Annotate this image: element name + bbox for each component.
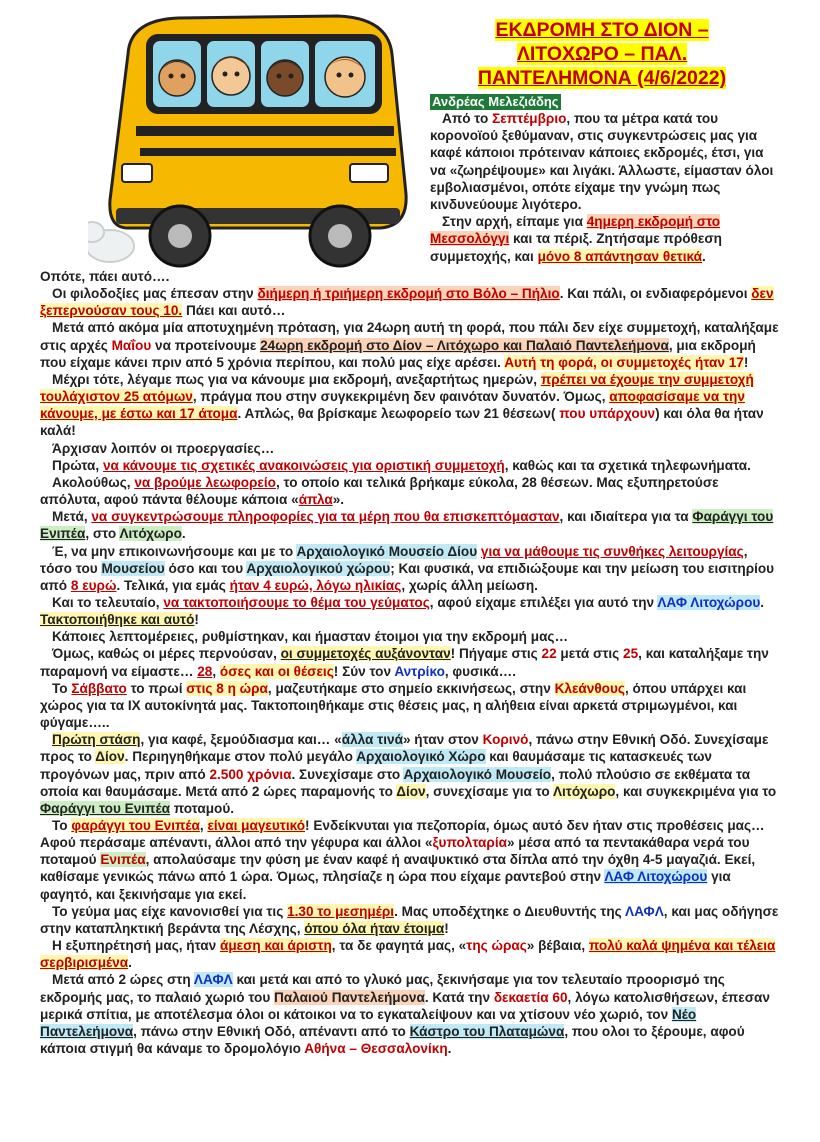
text-run: . Απλώς, θα βρίσκαμε λεωφορείο των 21 θέσεων( [237,406,560,422]
paragraph [40,937,780,971]
intro-text [430,110,774,265]
paragraph [40,508,780,542]
text-run: Μετά από 2 ώρες στη [52,972,194,988]
author-name: Ανδρέας Μελεζιάδης [432,94,559,109]
highlighted-text: Αυτή τη φορά, οι συμμετοχές ήταν 17 [504,354,744,370]
paragraph [40,628,780,645]
paragraph [430,110,774,213]
highlighted-text: που υπάρχουν [559,406,656,422]
text-run: . Κατά την [424,989,494,1005]
text-run: , στο [85,526,120,542]
highlighted-text: διήμερη ή τριήμερη εκδρομή στο Βόλο – Πήλιο [257,286,560,302]
text-run: Από το [442,111,493,126]
text-run: , τόσο του [40,543,748,576]
highlighted-text: ΛΑΦΛ [193,972,233,988]
paragraph [40,680,780,731]
paragraph [40,371,780,440]
text-run: ! [444,920,449,936]
text-run: μετά στις [556,646,624,662]
paragraph [430,213,774,265]
text-run: Το [52,680,72,696]
text-run: , πάνω στην Εθνική Οδό. Συνεχίσαμε προς το [40,732,769,765]
highlighted-text: να βρούμε λεωφορείο [134,474,276,490]
text-run: Πάει και αυτό… [182,303,286,319]
text-run: να προτείνουμε [151,337,261,353]
paragraph [40,971,780,1057]
paragraph [40,817,780,903]
highlighted-text: Λιτόχωρο [119,526,182,542]
highlighted-text: είναι μαγευτικό [207,818,306,833]
text-run: Κάποιες λεπτομέρειες, ρυθμίστηκαν, και ήμασταν έτοιμοι για την εκδρομή μας… [52,629,569,645]
highlighted-text: 8 ευρώ [70,577,117,593]
highlighted-text: δεκαετία 60 [493,989,568,1005]
highlighted-text: δεν ξεπερνούσαν τους 10. [40,286,774,319]
highlighted-text: Τακτοποιήθηκε και αυτό [40,612,195,628]
text-run: και τα πέριξ. Ζητήσαμε πρόθεση συμμετοχής, και [430,231,722,264]
paragraph [40,543,780,594]
school-bus-illustration [88,14,418,272]
highlighted-text: Πρώτη στάση [52,732,141,748]
highlighted-text: Κλεάνθους [554,680,625,696]
highlighted-text: Ενιπέα [100,852,146,868]
text-run: Στην αρχή, είπαμε για [442,214,587,230]
text-run: , απολαύσαμε την φύση με έναν καφέ ή αναψυκτικό στα δίπλα από την όχθη 4-5 μαγαζιά. Εκεί, καθίσαμε γενικώς πάνω από 1 ώρα. Όμως, πλησίαζε η ώρα που είχαμε ραντεβού στην [40,852,756,885]
highlighted-text: Αρχαιολογικού χώρου [246,560,391,576]
text-run: , πολύ πλούσιο σε εκθέματα τα οποία και θαυμάσαμε. Μετά από 2 ώρες παραμονής το [40,766,751,799]
text-run: Και το τελευταίο, [52,594,164,610]
text-run: » ήταν στον [402,732,483,748]
title-line: ΠΑΝΤΕΛΗΜΟΝΑ (4/6/2022) [477,67,727,89]
text-run: για φαγητό, και ξεκινήσαμε για εκεί. [40,869,731,902]
text-run: ». [332,492,345,508]
text-run: ! [743,354,749,370]
highlighted-text: Παλαιού Παντελεήμονα [274,989,425,1005]
text-run: , μια εκδρομή που είχαμε κάνει πριν από 5 χρόνια περίπου, και πολύ μας είχε αρέσει. [40,337,756,370]
text-run: , μαζευτήκαμε στο σημείο εκκινήσεως, στην [267,680,555,696]
text-run: , πάνω στην Εθνική Οδό, απέναντι από το [133,1023,410,1039]
text-run: . Περιηγηθήκαμε στον πολύ μεγάλο [124,749,357,765]
text-run: , το οποίο και τελικά βρήκαμε εύκολα, 28 θέσεων. Μας εξυπηρετούσε απόλυτα, αφού πάντα θέλουμε κάποια « [40,474,719,508]
text-run: Η εξυπηρέτησή μας, ήταν [52,938,220,954]
text-run: και μετά και από το γλυκό μας, ξεκινήσαμε για τον τελευταίο προορισμό της εκδρομής μας, το παλαιό χωριό του [40,972,725,1005]
text-run: , και συγκεκριμένα για το [615,783,777,799]
paragraph [40,285,780,319]
text-run: ! Σύν τον [333,663,395,679]
text-run: , αφού είχαμε επιλέξει για αυτό την [429,594,658,610]
paragraph [40,440,780,457]
text-run: . [760,594,765,610]
highlighted-text: φαράγγι του Ενιπέα [71,818,200,833]
text-run: . Συνεχίσαμε στο [291,766,404,782]
text-run: Ακολούθως, [52,474,135,490]
text-run: Οι φιλοδοξίες μας έπεσαν στην [52,286,258,302]
highlighted-text: άλλα τινά [341,732,403,748]
highlighted-text: 28 [197,663,213,679]
highlighted-text: για να μάθουμε τις συνθήκες λειτουργίας [480,543,744,559]
highlighted-text: πολύ καλά ψημένα και τέλεια σερβιρισμένα [40,938,776,971]
highlighted-text: ΛΑΦ Λιτοχώρου [657,594,761,610]
text-run: , και μας οδήγησε στην καταπληκτική βεράντα της Λέσχης, [40,903,779,936]
highlighted-text: Αθήνα – Θεσσαλονίκη [304,1041,448,1057]
highlighted-text: άμεση και άριστη [220,938,332,954]
text-run: , που τα μέτρα κατά του κορονοϊού ξεθύμαναν, στις συγκεντρώσεις μας για καφέ κάποιοι πρότειναν κάποιες εκδρομές, έτσι, για να «ζωηρέψουμε» και λιγάκι. Άλλωστε, είμασταν όλοι εμβολιασμένοι, οπότε είχαμε την γνώμη πως κινδυνεύουμε λιγότερο. [430,111,774,213]
highlighted-text: να κάνουμε τις σχετικές ανακοινώσεις για οριστική συμμετοχή [102,457,505,473]
text-run: . Και πάλι, οι ενδιαφερόμενοι [559,286,752,302]
highlighted-text: ήταν 4 ευρώ, λόγω ηλικίας [229,577,402,593]
text-run: όσο και του [164,560,247,576]
title-line: ΛΙΤΟΧΩΡΟ – ΠΑΛ. [516,43,688,65]
text-run: Μετά από ακόμα μία αποτυχημένη πρόταση, για 24ωρη αυτή τη φορά, που πάλι δεν είχε συμμετοχή, καταλήξαμε στις αρχές [40,320,779,353]
highlighted-text: να τακτοποιήσουμε το θέμα του γεύματος [163,594,430,610]
highlighted-text: Μαΐου [111,337,152,353]
highlighted-text: Αντρίκο [394,663,445,679]
title-line: ΕΚΔΡΟΜΗ ΣΤΟ ΔΙΟΝ – [495,19,709,41]
text-run: ! Ενδείκνυται για πεζοπορία, όμως αυτό δεν ήταν στις προθέσεις μας… Αφού περάσαμε απέναντι, άλλοι από την γέφυρα και άλλοι « [40,818,765,851]
paragraph [40,457,780,474]
text-run: . Μας υποδέχτηκε ο Διευθυντής της [394,903,626,919]
highlighted-text: πρέπει να έχουμε την συμμετοχή τουλάχιστον 25 ατόμων [40,371,754,405]
highlighted-text: ξυπολταρία [432,835,507,851]
text-run: , φυσικά…. [444,663,516,679]
highlighted-text: Φαράγγι του Ενιπέα [40,800,170,816]
text-run: , τα δε φαγητά μας, « [331,938,467,954]
highlighted-text: όσες και οι θέσεις [219,663,334,679]
text-run: , πράγμα που στην συγκεκριμένη δεν φαινόταν δυνατόν. Όμως, [192,389,610,405]
highlighted-text: Σάββατο [71,680,127,696]
text-run: ) και όλα θα ήταν καλά! [40,406,764,439]
highlighted-text: Δίον [95,749,125,765]
highlighted-text: Νέο Παντελεήμονα [40,1006,697,1039]
text-run: ; Και φυσικά, να επιδιώξουμε και την μείωση του εισιτηρίου από [40,560,775,593]
text-run: » βέβαια, [526,938,589,954]
article-body [40,268,780,1057]
highlighted-text: ΛΑΦΛ [625,903,664,919]
highlighted-text: Δίον [396,783,426,799]
highlighted-text: όπου όλα ήταν έτοιμα [304,920,445,936]
text-run: . [181,526,186,542]
text-run: , λόγω κατολισθήσεων, έπεσαν μερικά σπίτια, με αποτέλεσμα όλοι οι κάτοικοι να το εγκαταλείψουν και να χτίσουν νέο χωριό, τον [40,989,770,1022]
highlighted-text: Φαράγγι του Ενιπέα [40,509,774,542]
text-run: Έ, να μην επικοινωνήσουμε και με το [52,543,297,559]
text-run: . Τελικά, για εμάς [116,577,230,593]
paragraph [40,268,780,285]
text-run: , που ολοι το ξέρουμε, αφού κάποια στιγμή θα κάναμε το δρομολόγιο [40,1023,745,1057]
highlighted-text: Κάστρο του Πλαταμώνα [409,1023,565,1039]
text-run: Όμως, καθώς οι μέρες περνούσαν, [52,646,281,662]
text-run: , όπου υπάρχει και χώρος για τα ΙΧ αυτοκίνητά μας. Τακτοποιηθήκαμε στις θέσεις μας, η αλήθεια είναι αρκετά στριμωγμένοι, και φύγαμε….. [40,680,747,731]
paragraph [40,474,780,508]
text-run: , χωρίς άλλη μείωση. [401,577,538,593]
text-run: το πρωί [126,680,187,696]
paragraph [40,594,780,628]
text-run: , καθώς και τα σχετικά τηλεφωνήματα. [504,457,751,473]
text-run: ! [194,612,199,628]
highlighted-text: μόνο 8 απάντησαν θετικά [537,248,702,264]
paragraph [40,319,780,370]
text-run: Άρχισαν λοιπόν οι προεργασίες… [52,440,275,456]
highlighted-text: να συγκεντρώσουμε πληροφορίες για τα μέρη που θα επισκεπτόμασταν [91,509,560,525]
highlighted-text: Μουσείου [101,560,165,576]
text-run: Μετά, [52,509,92,525]
paragraph [40,903,780,937]
text-run: ! Πήγαμε στις [450,646,542,662]
highlighted-text: οι συμμετοχές αυξάνονταν [280,646,451,662]
text-run: , και καταλήξαμε την παραμονή να είμαστε… [40,646,769,679]
highlighted-text: 24ωρη εκδρομή στο Δίον – Λιτόχωρο και Παλαιό Παντελεήμονα [260,337,669,353]
highlighted-text: 25 [623,646,639,662]
highlighted-text: 2.500 χρόνια [209,766,292,782]
text-run: » μέσα από τα πεντακάθαρα νερά του ποταμού [40,835,750,868]
highlighted-text: Κορινό [482,732,529,748]
text-run: και θαυμάσαμε τις κατασκευές των προγόνων μας, πριν από [40,749,712,782]
text-run: , [212,663,220,679]
paragraph [40,645,780,679]
text-run: Πρώτα, [52,457,103,473]
text-run: Οπότε, πάει αυτό…. [40,269,170,284]
text-run: , για καφέ, ξεμούδιασμα και… « [140,732,342,748]
highlighted-text: Λιτόχωρο [552,783,616,799]
highlighted-text: Αρχαιολογικό Χώρο [356,749,486,765]
text-run: . [447,1041,452,1057]
text-run: ποταμού. [169,800,235,816]
text-run: , και ιδιαίτερα για τα [559,509,693,525]
text-run: , [199,818,208,833]
text-run: . [128,955,132,971]
highlighted-text: 22 [541,646,557,662]
highlighted-text: ΛΑΦ Λιτοχώρου [604,869,708,885]
highlighted-text: Αρχαιολογικό Μουσείο Δίου [296,543,478,559]
highlighted-text: Σεπτέμβριο [492,111,567,126]
highlighted-text: στις 8 η ώρα [186,680,268,696]
text-run: . [702,248,706,264]
highlighted-text: άπλα [298,492,333,508]
text-run: Μέχρι τότε, λέγαμε πως για να κάνουμε μια εκδρομή, ανεξαρτήτως ημερών, [52,371,541,387]
highlighted-text: Αρχαιολογικό Μουσείο [403,766,552,782]
text-run: , συνεχίσαμε για το [425,783,553,799]
paragraph [40,731,780,817]
article-title [432,18,772,90]
highlighted-text: της ώρας [466,938,527,954]
text-run: Το [52,818,72,833]
highlighted-text: 1.30 το μεσημέρι [287,903,395,919]
highlighted-text: αποφασίσαμε να την κάνουμε, με έστω και 17 άτομα [40,389,745,422]
highlighted-text: 4ημερη εκδρομή στο Μεσσολόγγι [430,214,721,247]
text-run: Το γεύμα μας είχε κανονισθεί για τις [52,903,288,919]
